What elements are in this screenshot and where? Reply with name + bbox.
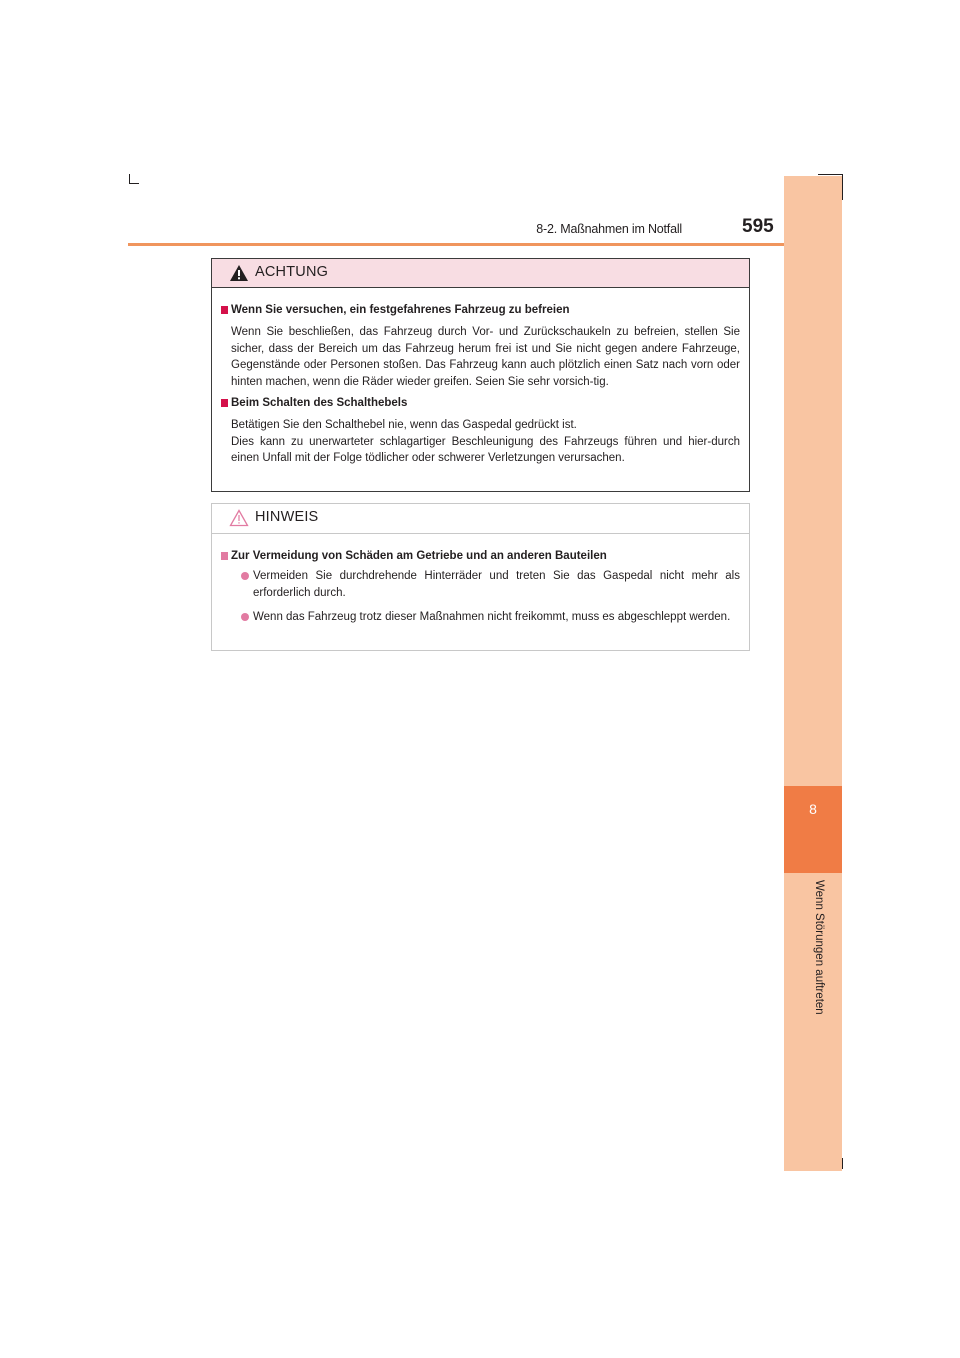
header-rule <box>128 243 842 246</box>
warning-triangle-icon <box>229 264 249 282</box>
round-bullet-icon <box>241 572 249 580</box>
bullet-text: Wenn das Fahrzeug trotz dieser Maßnahmen nicht freikommt, muss es abgeschleppt werden. <box>253 611 731 623</box>
warning-box <box>211 258 750 492</box>
heading-text: Wenn Sie versuchen, ein festgefahrenes Fahrzeug zu befreien <box>231 304 570 316</box>
crop-mark <box>842 1158 843 1168</box>
paragraph: Betätigen Sie den Schalthebel nie, wenn das Gaspedal gedrückt ist. <box>231 419 577 431</box>
chapter-label: Wenn Störungen auftreten <box>813 880 825 1015</box>
warning-heading-shift-lever <box>221 396 740 411</box>
warning-text-shift-lever <box>231 417 740 467</box>
notice-box <box>211 503 750 651</box>
notice-bullet <box>231 568 740 601</box>
square-bullet-icon <box>221 306 228 314</box>
notice-title: HINWEIS <box>255 509 319 525</box>
chapter-side-tab <box>784 176 842 1171</box>
warning-header <box>212 259 749 288</box>
crop-mark <box>842 174 843 200</box>
notice-bullet <box>231 609 740 626</box>
warning-text-stuck-vehicle <box>231 324 740 390</box>
paragraph: Wenn Sie beschließen, das Fahrzeug durch Vor- und Zurückschaukeln zu befreien, stellen Sie sicher, dass der Bereich um das Fahrzeug herum frei ist und Sie nicht gegen andere Fahrzeuge, Gegenstände oder Personen stoßen. Das Fahrzeug kann auch plötzlich einen Satz nach vorn oder hinten machen, wenn die Räder wieder greifen. Seien Sie sehr vorsich-tig. <box>231 326 740 388</box>
page-number: 595 <box>742 216 774 237</box>
notice-header <box>212 504 749 534</box>
chapter-number: 8 <box>809 801 817 817</box>
section-title: 8-2. Maßnahmen im Notfall <box>536 222 682 236</box>
square-bullet-icon <box>221 399 228 407</box>
warning-title: ACHTUNG <box>255 264 329 280</box>
caution-triangle-icon <box>229 509 249 527</box>
heading-text: Beim Schalten des Schalthebels <box>231 397 408 409</box>
crop-mark <box>818 174 842 175</box>
paragraph: Dies kann zu unerwarteter schlagartiger Beschleunigung des Fahrzeugs führen und hier-durch einen Unfall mit der Folge tödlicher oder schwerer Verletzungen verursachen. <box>231 435 740 464</box>
square-bullet-icon <box>221 552 228 560</box>
chapter-number-tab <box>784 786 842 873</box>
round-bullet-icon <box>241 613 249 621</box>
crop-mark <box>129 183 139 184</box>
notice-heading <box>221 549 740 564</box>
warning-heading-stuck-vehicle <box>221 303 740 318</box>
heading-text: Zur Vermeidung von Schäden am Getriebe und an anderen Bauteilen <box>231 550 607 562</box>
bullet-text: Vermeiden Sie durchdrehende Hinterräder und treten Sie das Gaspedal nicht mehr als erforderlich durch. <box>253 570 740 599</box>
